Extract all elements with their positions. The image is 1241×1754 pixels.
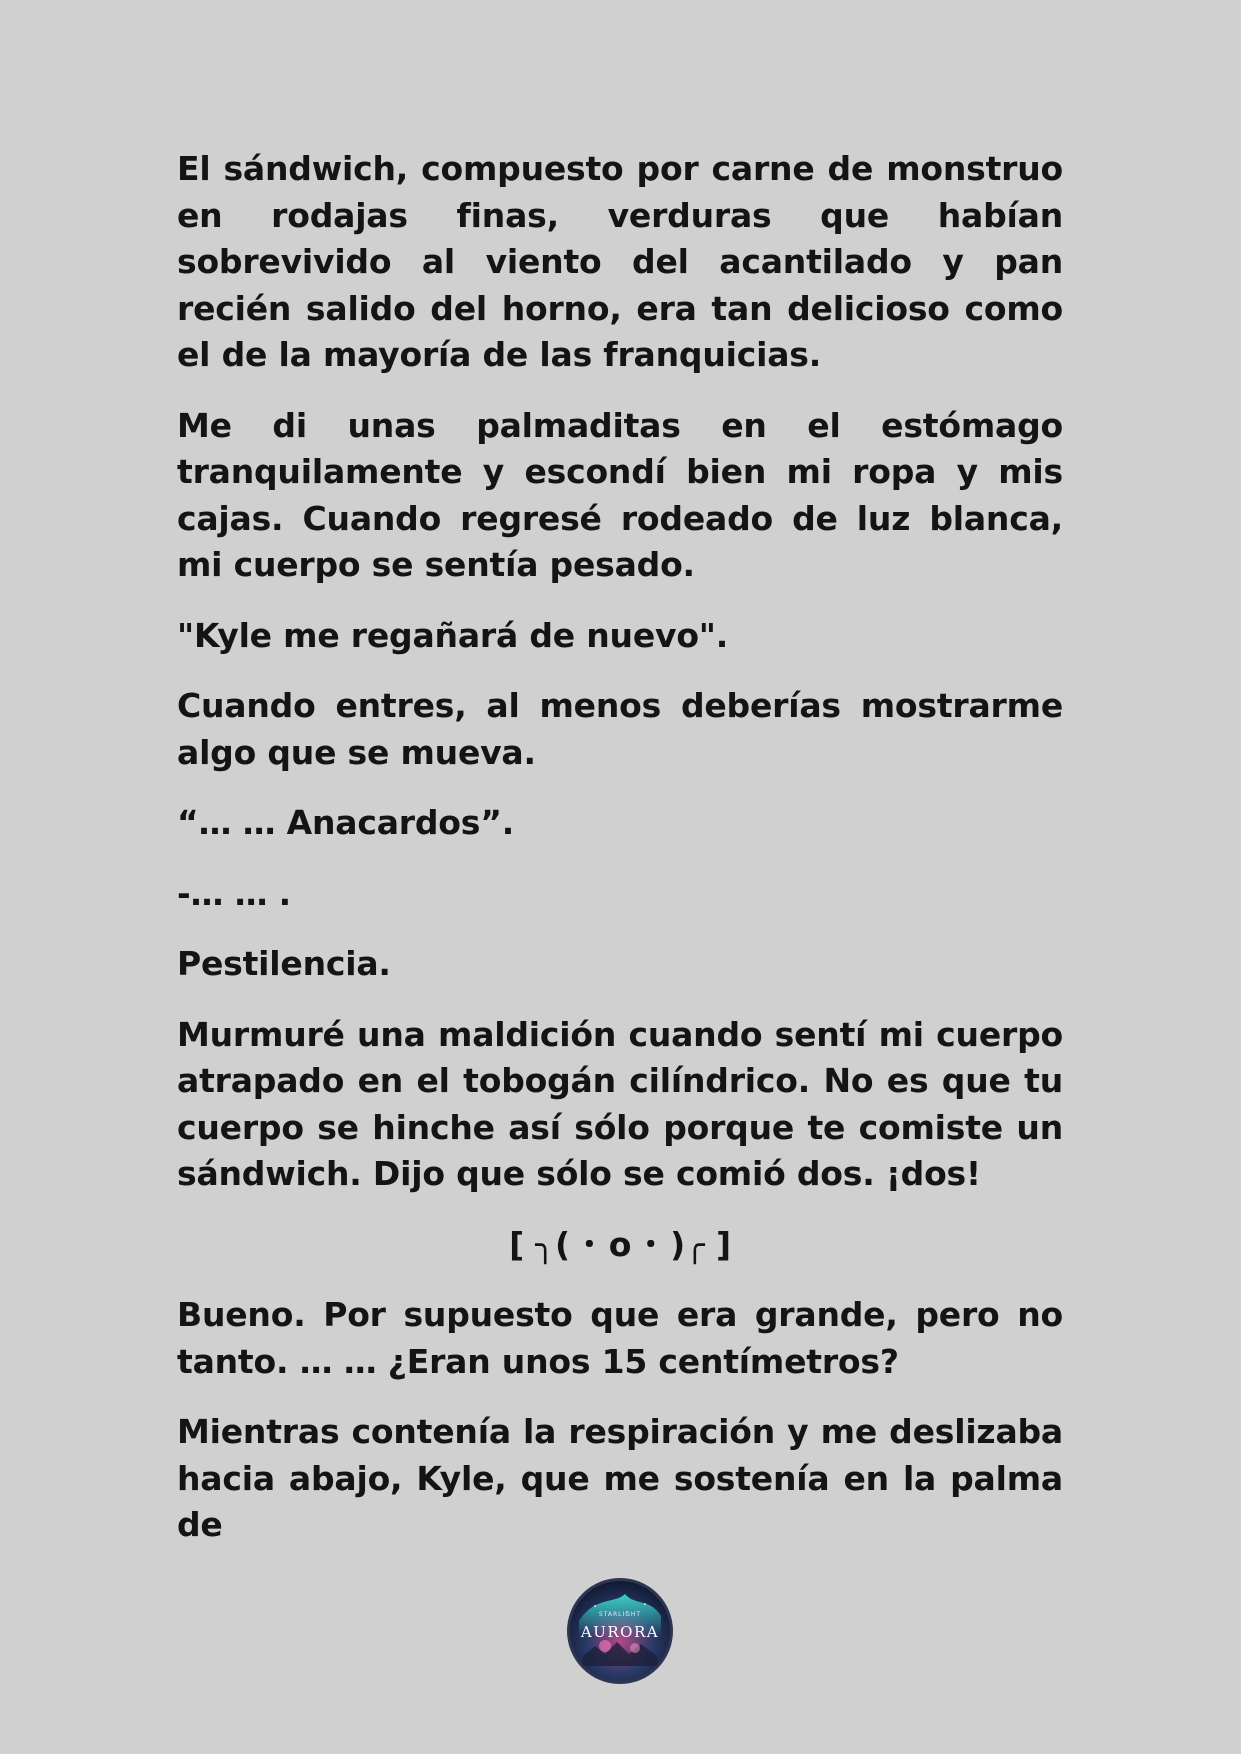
logo-main-text: AURORA <box>580 1623 660 1641</box>
page-body <box>177 146 1063 1573</box>
starlight-aurora-logo <box>565 1576 675 1686</box>
paragraph-when-enter: Cuando entres, al menos deberías mostrarme algo que se mueva. <box>177 686 1063 772</box>
emoticon: [ ╮( ･ o ･ )╭ ] <box>509 1224 731 1264</box>
paragraph-breath: Mientras contenía la respiración y me deslizaba hacia abajo, Kyle, que me sostenía en la palma de <box>177 1412 1063 1544</box>
paragraph-ellipsis: -… … . <box>177 873 292 913</box>
logo-top-text: STARLIGHT <box>598 1611 642 1618</box>
paragraph-pestilence: Pestilencia. <box>177 944 391 983</box>
paragraph-slide: Murmuré una maldición cuando sentí mi cuerpo atrapado en el tobogán cilíndrico. No es que tu cuerpo se hinche así sólo porque te comiste un sándwich. Dijo que sólo se comió dos. ¡dos! <box>177 1014 1063 1193</box>
paragraph-size: Bueno. Por supuesto que era grande, pero no tanto. … … ¿Eran unos 15 centímetros? <box>177 1295 1063 1381</box>
paragraph-stomach: Me di unas palmaditas en el estómago tranquilamente y escondí bien mi ropa y mis cajas. Cuando regresé rodeado de luz blanca, mi cuerpo se sentía pesado. <box>177 405 1063 584</box>
paragraph-cashews: “… … Anacardos”. <box>177 803 515 842</box>
paragraph-kyle-scold: "Kyle me regañará de nuevo". <box>177 615 729 655</box>
paragraph-sandwich: El sándwich, compuesto por carne de monstruo en rodajas finas, verduras que habían sobrevivido al viento del acantilado y pan recién salido del horno, era tan delicioso como el de la mayoría de las franquicias. <box>177 149 1063 374</box>
